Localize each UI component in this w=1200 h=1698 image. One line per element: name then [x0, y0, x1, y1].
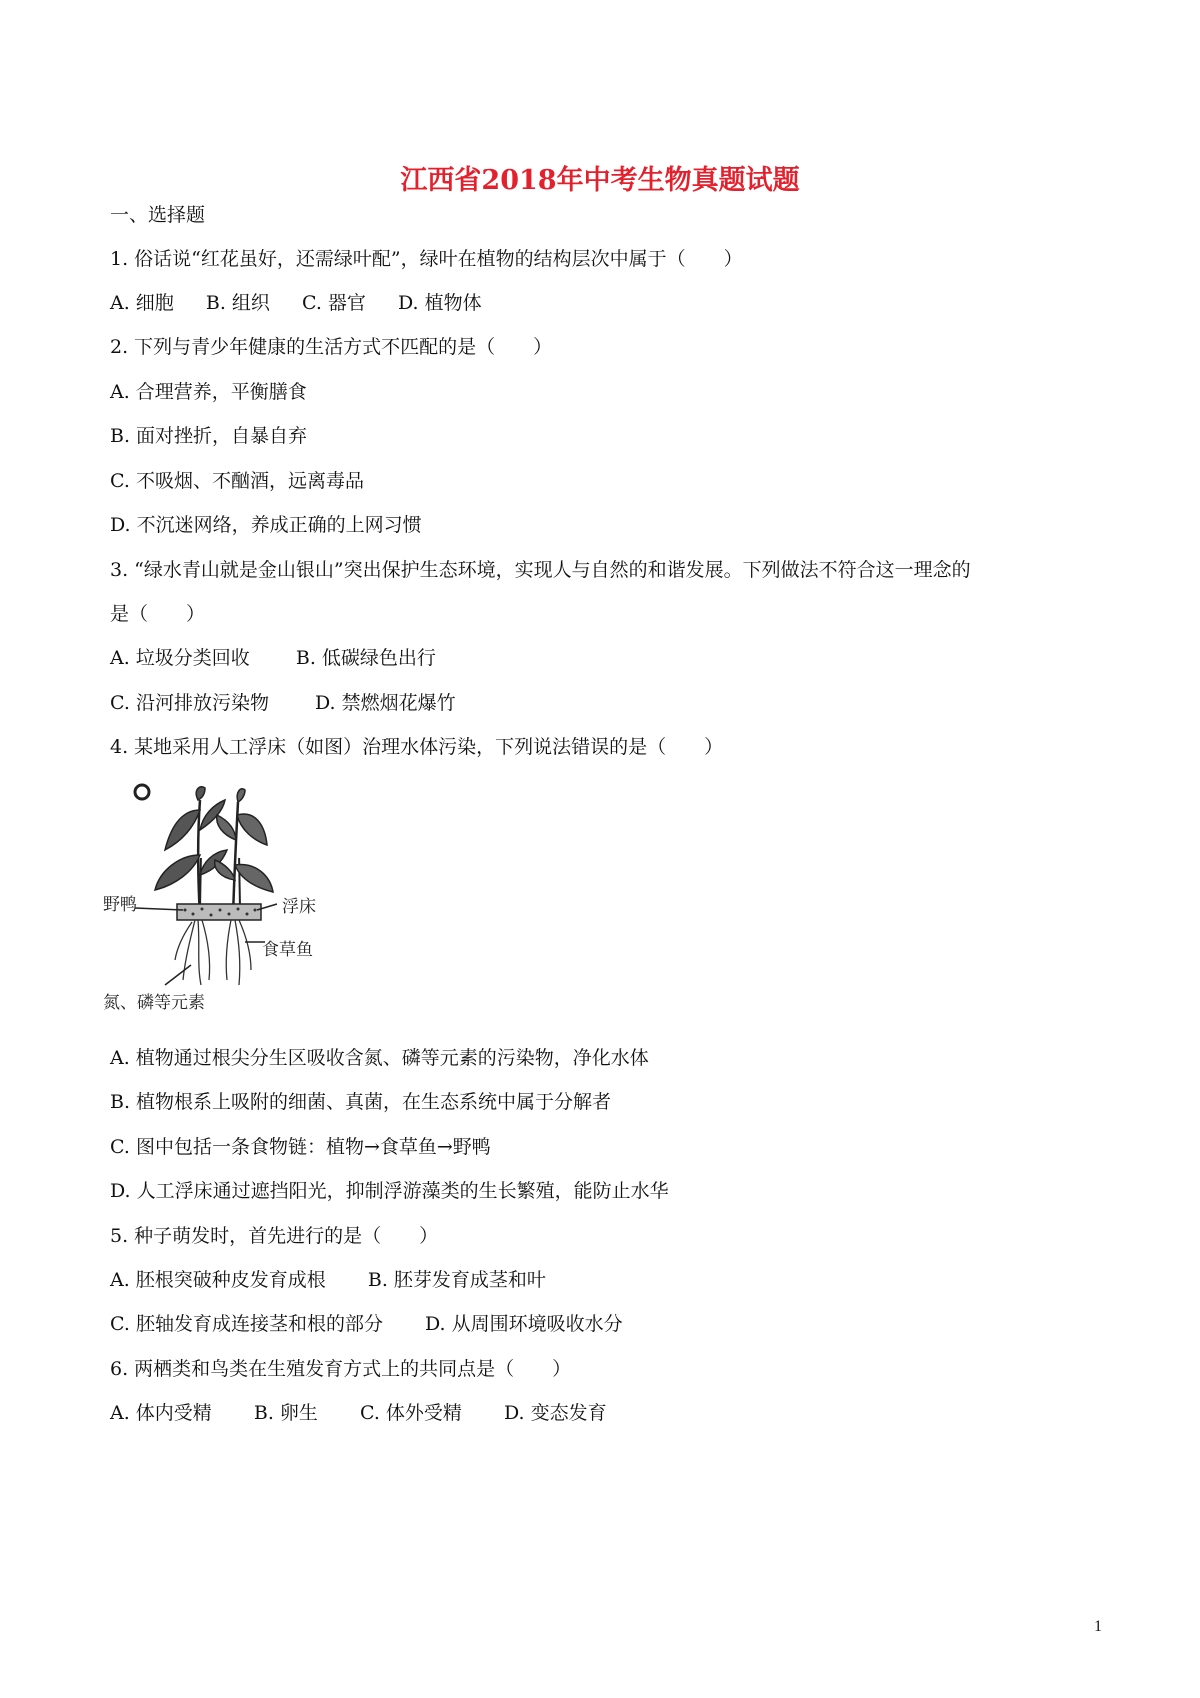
question-3-stem: 3. “绿水青山就是金山银山”突出保护生态环境，实现人与自然的和谐发展。下列做法不符合这一理念的: [110, 559, 971, 581]
option-b: B. 胚芽发育成茎和叶: [367, 1269, 546, 1291]
option-b: B. 低碳绿色出行: [295, 647, 436, 669]
option-a: A. 垃圾分类回收: [110, 647, 250, 669]
question-3-stem-cont: 是（ ）: [110, 603, 206, 625]
question-6-stem: 6. 两栖类和鸟类在生殖发育方式上的共同点是（ ）: [110, 1358, 572, 1380]
question-5-options-row2: [110, 1312, 623, 1336]
question-3-options-row2: [110, 691, 456, 715]
question-4-stem: 4. 某地采用人工浮床（如图）治理水体污染，下列说法错误的是（ ）: [110, 736, 724, 758]
figure-label-herbivorous-fish: 食草鱼: [262, 940, 313, 960]
option-d: D. 变态发育: [503, 1402, 607, 1424]
figure-label-floating-bed: 浮床: [282, 897, 316, 917]
option-a: A. 体内受精: [110, 1402, 212, 1424]
option-a: A. 细胞: [110, 292, 174, 314]
option-b: B. 植物根系上吸附的细菌、真菌，在生态系统中属于分解者: [110, 1091, 612, 1113]
option-b: B. 组织: [205, 292, 270, 314]
option-a: A. 合理营养，平衡膳食: [110, 381, 307, 403]
option-d: D. 从周围环境吸收水分: [425, 1313, 623, 1335]
question-2-stem: 2. 下列与青少年健康的生活方式不匹配的是（ ）: [110, 336, 553, 358]
page-title: 江西省2018年中考生物真题试题: [400, 165, 800, 196]
question-3-options-row1: [110, 646, 436, 670]
option-d: D. 不沉迷网络，养成正确的上网习惯: [110, 514, 422, 536]
option-b: B. 面对挫折，自暴自弃: [110, 425, 308, 447]
figure-label-elements: 氮、磷等元素: [103, 993, 205, 1013]
question-1-options: [110, 291, 482, 315]
option-a: A. 胚根突破种皮发育成根: [110, 1269, 326, 1291]
option-c: C. 沿河排放污染物: [110, 692, 269, 714]
option-c: C. 器官: [301, 292, 366, 314]
question-1-stem: 1. 俗话说“红花虽好，还需绿叶配”，绿叶在植物的结构层次中属于（ ）: [110, 248, 743, 270]
option-d: D. 人工浮床通过遮挡阳光，抑制浮游藻类的生长繁殖，能防止水华: [110, 1180, 669, 1202]
option-b: B. 卵生: [253, 1402, 318, 1424]
figure-label-duck: 野鸭: [103, 895, 137, 915]
option-c: C. 体外受精: [359, 1402, 462, 1424]
option-c: C. 胚轴发育成连接茎和根的部分: [110, 1313, 383, 1335]
option-d: D. 植物体: [397, 292, 482, 314]
question-6-options: [110, 1401, 607, 1425]
question-5-options-row1: [110, 1268, 546, 1292]
page-number: 1: [1094, 1618, 1102, 1635]
option-c: C. 图中包括一条食物链：植物→食草鱼→野鸭: [110, 1136, 491, 1158]
section-heading: 一、选择题: [110, 204, 206, 226]
option-d: D. 禁燃烟花爆竹: [315, 692, 456, 714]
option-c: C. 不吸烟、不酗酒，远离毒品: [110, 470, 364, 492]
question-5-stem: 5. 种子萌发时，首先进行的是（ ）: [110, 1225, 439, 1247]
option-a: A. 植物通过根尖分生区吸收含氮、磷等元素的污染物，净化水体: [110, 1047, 649, 1069]
